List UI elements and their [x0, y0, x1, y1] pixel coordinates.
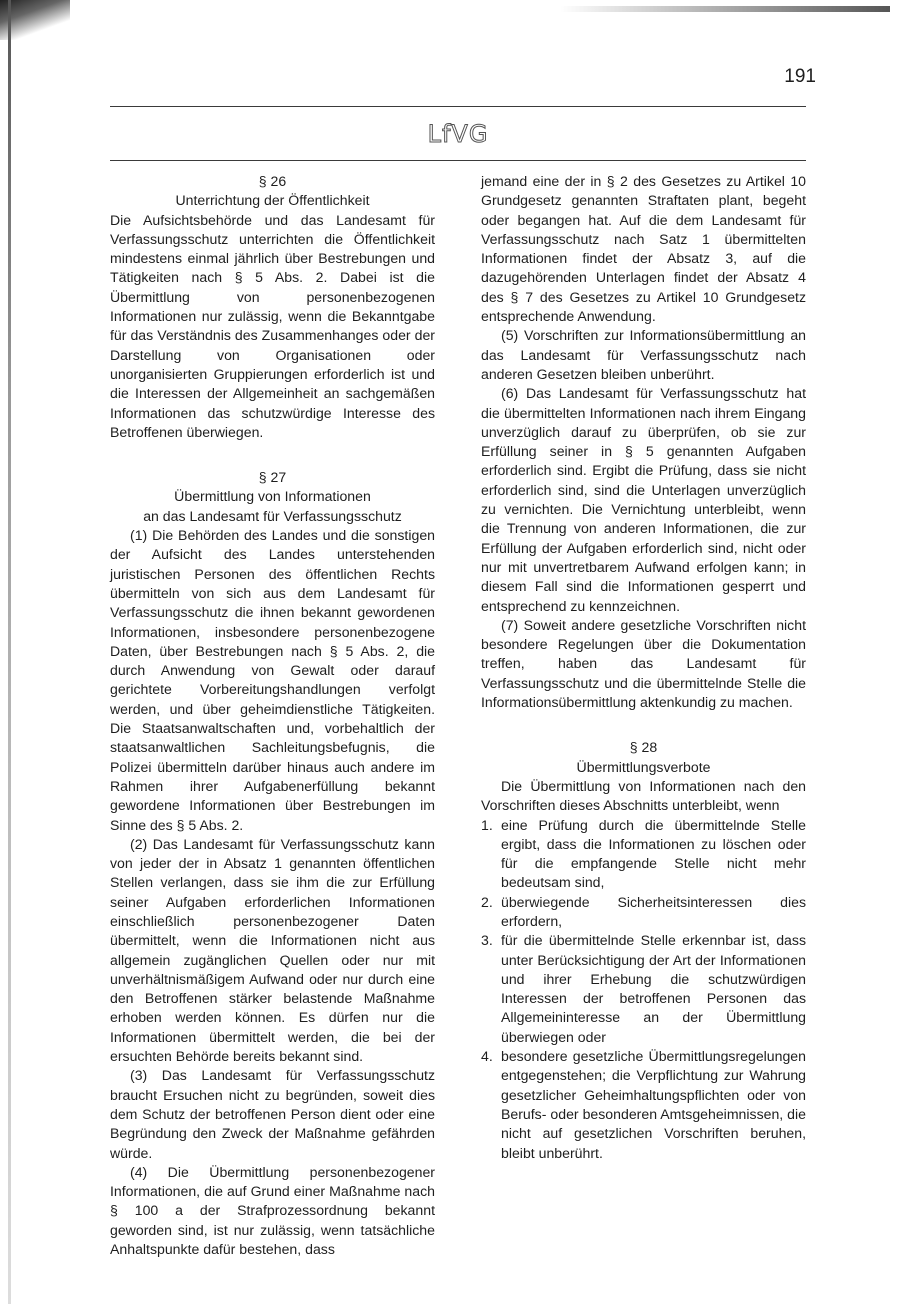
- section-27-paragraph-5: (5) Vorschriften zur Informationsübermittlung an das Landesamt für Verfassungsschutz nach anderen Gesetzen bleiben unberührt.: [481, 327, 806, 382]
- list-item: [481, 816, 806, 893]
- section-26-title: Unterrichtung der Öffentlichkeit: [175, 192, 370, 209]
- right-column: [481, 172, 806, 1163]
- list-item-text: eine Prüfung durch die übermittelnde Stelle ergibt, dass die Informationen zu löschen oder für die empfangende Stelle nicht mehr bedeutsam sind,: [501, 816, 806, 891]
- header-rule-top: [110, 106, 806, 107]
- section-27-title-line1: Übermittlung von Informationen: [174, 488, 371, 505]
- list-item-number: 4.: [481, 1048, 493, 1065]
- section-27-number: § 27: [258, 469, 287, 486]
- section-27-paragraph-4-continued: jemand eine der in § 2 des Gesetzes zu Artikel 10 Grundgesetz genannten Straftaten plant, begeht oder begangen hat. Auf die dem Landesamt für Verfassungsschutz nach Satz 1 übermittelten Informationen findet der Absatz 3, auf die dazugehörenden Unterlagen findet der Absatz 4 des § 7 des Gesetzes zu Artikel 10 Grundgesetz entsprechende Anwendung.: [481, 173, 806, 325]
- list-item: [481, 931, 806, 1047]
- header-logo: LfVG: [427, 120, 489, 148]
- section-27-paragraph-2: (2) Das Landesamt für Verfassungsschutz kann von jeder der in Absatz 1 genannten öffentlichen Stellen verlangen, dass sie ihm die zur Erfüllung seiner Aufgaben erforderlichen Informationen einschließlich personenbezogener Daten übermittelt, wenn die Informationen nicht aus allgemein zugänglichen Quellen oder nur mit unverhältnismäßigem Aufwand oder nur durch eine den Betroffenen stärker belastende Maßnahme erhoben werden können. Es dürfen nur die Informationen übermittelt werden, die bei der ersuchten Behörde bereits bekannt sind.: [110, 835, 435, 1065]
- section-27-paragraph-3: (3) Das Landesamt für Verfassungsschutz braucht Ersuchen nicht zu begründen, soweit dies dem Schutz der betroffenen Person dient oder eine Begründung den Zweck der Maßnahme gefährden würde.: [110, 1067, 435, 1161]
- list-item-number: 3.: [481, 932, 493, 949]
- left-column: [110, 172, 435, 1259]
- header-rule-bottom: [110, 160, 806, 161]
- page-number: 191: [784, 66, 816, 87]
- section-26-text: Die Aufsichtsbehörde und das Landesamt für Verfassungsschutz unterrichten die Öffentlichkeit mindestens einmal jährlich über Bestrebungen und Tätigkeiten nach § 5 Abs. 2. Dabei ist die Übermittlung von personenbezogenen Informationen nur zulässig, wenn die Bekanntgabe für das Verständnis des Zusammenhanges oder der Darstellung von Organisationen oder unorganisierten Gruppierungen erforderlich ist und die Interessen der Allgemeinheit an sachgemäßen Informationen das schutzwürdige Interesse des Betroffenen überwiegen.: [110, 211, 435, 440]
- section-28-number: § 28: [629, 739, 658, 756]
- list-item-number: 2.: [481, 893, 493, 910]
- section-27-paragraph-6: (6) Das Landesamt für Verfassungsschutz hat die übermittelten Informationen nach ihrem Eingang unverzüglich darauf zu überprüfen, ob sie zur Erfüllung seiner in § 5 genannten Aufgaben erforderlich sind. Ergibt die Prüfung, dass sie nicht erforderlich sind, sind die Unterlagen unverzüglich zu vernichten. Die Vernichtung unterbleibt, wenn die Trennung von anderen Informationen, die zur Erfüllung der Aufgaben erforderlich sind, nicht oder nur mit unvertretbarem Aufwand erfolgen kann; in diesem Fall sind die Informationen gesperrt und entsprechend zu kennzeichnen.: [481, 385, 806, 614]
- list-item-text: besondere gesetzliche Übermittlungsregelungen entgegenstehen; die Verpflichtung zur Wahrung gesetzlicher Geheimhaltungspflichten oder von Berufs- oder besonderen Amtsgeheimnissen, die nicht auf gesetzlichen Vorschriften beruhen, bleibt unberührt.: [501, 1048, 806, 1161]
- section-27-paragraph-4-start: (4) Die Übermittlung personenbezogener Informationen, die auf Grund einer Maßnahme nach § 100 a der Strafprozessordnung bekannt geworden sind, ist nur zulässig, wenn tatsächliche Anhaltspunkte dafür bestehen, dass: [110, 1163, 435, 1258]
- section-28-intro: Die Übermittlung von Informationen nach den Vorschriften dieses Abschnitts unterbleibt, wenn: [481, 777, 806, 814]
- section-26-number: § 26: [258, 173, 287, 189]
- section-27-paragraph-7: (7) Soweit andere gesetzliche Vorschriften nicht besondere Regelungen über die Dokumentation treffen, haben das Landesamt für Verfassungsschutz und die übermittelnde Stelle die Informationsübermittlung aktenkundig zu machen.: [481, 616, 806, 711]
- list-item-number: 1.: [481, 816, 493, 833]
- section-28-list: [481, 816, 806, 1163]
- list-item-text: für die übermittelnde Stelle erkennbar ist, dass unter Berücksichtigung der Art der Informationen und ihrer Erhebung die schutzwürdigen Interessen der betroffenen Personen das Allgemeininteresse an der Übermittlung überwiegen oder: [501, 932, 806, 1045]
- list-item-text: überwiegende Sicherheitsinteressen dies erfordern,: [501, 893, 806, 929]
- section-28-title: Übermittlungsverbote: [576, 758, 711, 775]
- scan-shadow-top-edge: [560, 6, 890, 12]
- section-27-paragraph-1: (1) Die Behörden des Landes und die sonstigen der Aufsicht des Landes unterstehenden juristischen Personen des öffentlichen Rechts übermitteln von sich aus dem Landesamt für Verfassungsschutz die ihnen bekannt gewordenen Informationen, insbesondere personenbezogene Daten, über Bestrebungen nach § 5 Abs. 2, die durch Anwendung von Gewalt oder darauf gerichtete Vorbereitungshandlungen verfolgt werden, und über geheimdienstliche Tätigkeiten. Die Staatsanwaltschaften und, vorbehaltlich der staatsanwaltlichen Sachleitungsbefugnis, die Polizei übermitteln darüber hinaus auch andere im Rahmen ihrer Aufgabenerfüllung bekannt gewordene Informationen über Bestrebungen im Sinne des § 5 Abs. 2.: [110, 527, 435, 833]
- scan-shadow-left-edge: [8, 0, 11, 1304]
- section-27-title-line2: an das Landesamt für Verfassungsschutz: [143, 507, 402, 524]
- list-item: [481, 893, 806, 932]
- list-item: [481, 1047, 806, 1163]
